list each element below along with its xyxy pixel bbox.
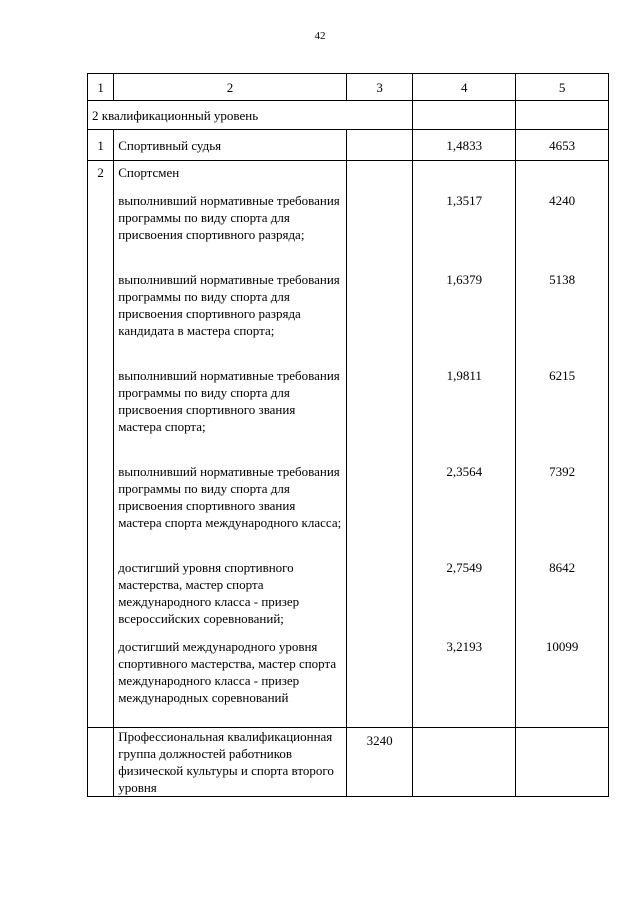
qualification-level-label: 2 квалификационный уровень [88, 101, 413, 130]
column-header: 3 [346, 74, 413, 101]
empty-cell [516, 728, 609, 797]
coefficient: 1,6379 [446, 272, 483, 287]
empty-cell [346, 130, 413, 161]
empty-cell [413, 728, 516, 797]
salary: 4240 [549, 193, 576, 208]
coefficient: 3,2193 [446, 639, 483, 654]
empty-cell [346, 161, 413, 728]
position-cell [114, 161, 347, 728]
row-number: 2 [88, 161, 114, 728]
salary: 4653 [516, 130, 609, 161]
salary: 8642 [549, 560, 576, 575]
column-header: 4 [413, 74, 516, 101]
salary: 5138 [549, 272, 576, 287]
coefficient: 2,3564 [446, 464, 483, 479]
empty-cell [516, 101, 609, 130]
salary-cell [516, 161, 609, 728]
salary: 6215 [549, 368, 576, 383]
table-row [88, 161, 609, 728]
coefficient: 1,9811 [446, 368, 482, 383]
column-header: 2 [114, 74, 347, 101]
empty-cell [88, 728, 114, 797]
table-header-row [88, 74, 609, 101]
salary-table [87, 73, 609, 797]
empty-cell [413, 101, 516, 130]
salary: 7392 [549, 464, 576, 479]
requirement-text: выполнивший нормативные требования программы по виду спорта для присвоения спортивного разряда; [118, 193, 340, 242]
requirement-text: достигший международного уровня спортивного мастерства, мастер спорта международного класса - призер международных соревнований [118, 639, 337, 705]
coefficient: 1,4833 [413, 130, 516, 161]
base-salary: 3240 [346, 728, 413, 797]
table-row [88, 728, 609, 797]
requirement-text: выполнивший нормативные требования программы по виду спорта для присвоения спортивного разряда кандидата в мастера спорта; [118, 272, 340, 338]
position-title: Спортивный судья [114, 130, 347, 161]
qualification-level-row [88, 101, 609, 130]
position-title: Спортсмен [118, 165, 180, 180]
page-number: 42 [314, 30, 326, 42]
coefficient-cell [413, 161, 516, 728]
professional-group-title: Профессиональная квалификационная группа должностей работников физической культуры и спорта второго уровня [114, 728, 347, 797]
coefficient: 1,3517 [446, 193, 483, 208]
requirement-text: выполнивший нормативные требования программы по виду спорта для присвоения спортивного звания мастера спорта международного класса; [118, 464, 342, 530]
coefficient: 2,7549 [446, 560, 483, 575]
row-number: 1 [88, 130, 114, 161]
requirement-text: выполнивший нормативные требования программы по виду спорта для присвоения спортивного звания мастера спорта; [118, 368, 340, 434]
salary: 10099 [545, 639, 579, 654]
requirement-text: достигший уровня спортивного мастерства, мастер спорта международного класса - призер всероссийских соревнований; [118, 560, 300, 626]
column-header: 5 [516, 74, 609, 101]
column-header: 1 [88, 74, 114, 101]
table-row [88, 130, 609, 161]
